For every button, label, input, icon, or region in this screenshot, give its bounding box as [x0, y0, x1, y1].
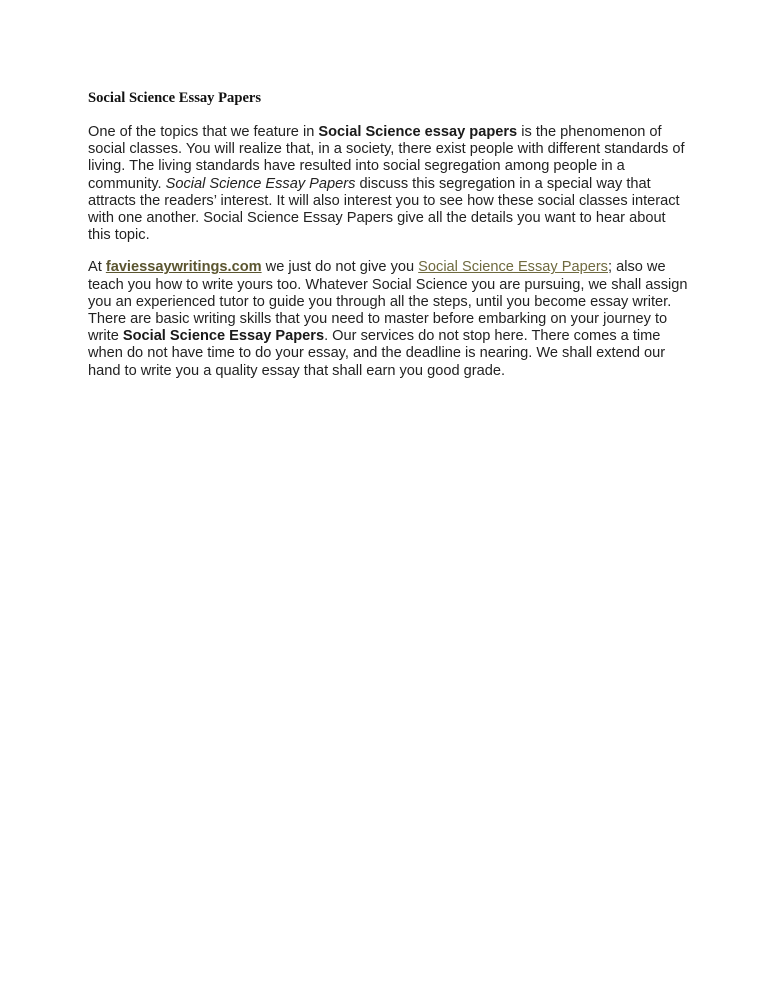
document-body	[88, 88, 688, 395]
paragraph1-text-1: One of the topics that we feature in	[88, 124, 319, 140]
paragraph1-bold-phrase: Social Science essay papers	[318, 124, 518, 140]
essay-papers-link[interactable]: Social Science Essay Papers	[418, 259, 608, 276]
paragraph2-text-1: At	[88, 259, 106, 276]
paragraph2-text-4: . Our services do not stop here. There comes a time when do not have time to do your essay, and the deadline is nearing. We shall extend our hand to write you a quality essay that shall earn you good grade.	[88, 328, 666, 379]
site-link[interactable]: faviessaywritings.com	[105, 259, 262, 276]
paragraph1-italic-phrase: Social Science Essay Papers	[165, 175, 356, 192]
paragraph2-text-3: ; also we teach you how to write yours too. Whatever Social Science you are pursuing, we shall assign you an experienced tutor to guide you through all the steps, until you become essay writer. There are basic writing skills that you need to master before embarking on your journey to write	[88, 259, 688, 345]
paragraph2-bold-phrase: Social Science Essay Papers	[122, 328, 325, 345]
paragraph1-text-2: is the phenomenon of social classes. You will realize that, in a society, there exist people with different standards of living. The living standards have resulted into social segregation among people in a community.	[88, 124, 685, 192]
paragraph-services	[88, 259, 688, 379]
paragraph1-text-3: discuss this segregation in a special way that attracts the readers’ interest. It will also interest you to see how these social classes interact with one another. Social Science Essay Papers give all the details you want to hear about this topic.	[88, 175, 680, 244]
document-title: Social Science Essay Papers	[88, 90, 262, 106]
paragraph2-text-2: we just do not give you	[261, 259, 419, 276]
paragraph-social-classes	[88, 124, 688, 244]
